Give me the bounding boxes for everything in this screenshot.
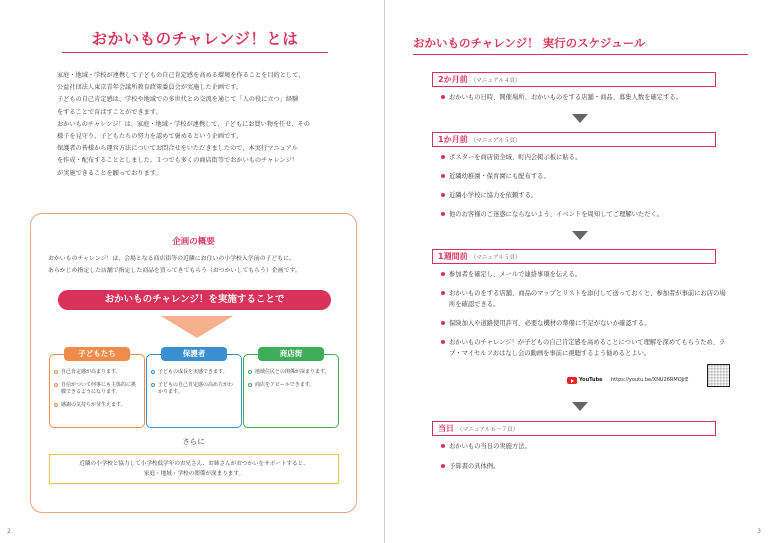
- list-item: 商店をアピールできます。: [248, 382, 334, 390]
- list-item: 他のお客様のご迷惑にならないよう、イベントを周知してご理解いただく。: [441, 209, 726, 220]
- bullet-icon: [441, 291, 445, 295]
- card-parents: [146, 349, 242, 428]
- list-item: 子どもの自己肯定感の高め方がわかります。: [151, 382, 237, 397]
- phase-1-week: 1週間前 （マニュアル５頁）: [432, 249, 716, 264]
- bottom-line: 家庭・地域・学校の関係が深まります。: [143, 470, 245, 477]
- list-item: ポスターを商店街全域、町内会掲示板に貼る。: [441, 152, 726, 163]
- intro-line: 家庭・地域・学校が連携して子どもの自己肯定感を高める環境を作ることを目的として、: [57, 72, 305, 79]
- bullet-icon: [441, 444, 445, 448]
- bullet-icon: [441, 464, 445, 468]
- card-shops: [243, 349, 339, 428]
- youtube-link[interactable]: https://youtu.be/XNU26RMOJrE: [611, 377, 689, 383]
- outline-text: [48, 253, 346, 277]
- bullet-icon: [151, 370, 155, 374]
- page-number: 2: [7, 528, 11, 535]
- list-item: おかいもの当日の実施方法。: [441, 441, 726, 452]
- list-item: 自己肯定感が高まります。: [54, 369, 140, 377]
- outline-title: 企画の概要: [172, 237, 215, 247]
- intro-text: [57, 70, 337, 180]
- outline-line: あらかじめ指定した店舗で指定した商品を買ってきてもらう（おつかいしてもらう）企画です。: [48, 268, 301, 274]
- intro-line: 子どもの自己肯定感は、学校や地域での多世代との交流を通じて「人の役に立つ」経験: [57, 96, 299, 104]
- bullet-icon: [54, 370, 58, 374]
- list-item: 自信がついて何事にも主体的に挑戦できるようになります。: [54, 382, 140, 397]
- card-kids: [49, 349, 145, 428]
- list-item: おかいものをする店舗、商品のマップとリストを添付して送っておくと、参加者が事前にお店の場所を確認できる。: [441, 288, 726, 310]
- list-item: 参加者を確定し、メールで連絡事項を伝える。: [441, 269, 726, 280]
- intro-line: 公益社団法人東京青年会議所教育政策委員会が実施した企画です。: [57, 84, 243, 92]
- left-page-title: おかいものチャレンジ！とは: [62, 27, 328, 53]
- phase-day-of: 当日 （マニュアル６〜７頁）: [432, 421, 716, 436]
- outline-box: [30, 213, 357, 513]
- bullet-icon: [441, 340, 445, 344]
- list-item: おかいものチャレンジ！が子どもの自己肯定感を高めることについて理解を深めてもらうため、ラブ・マイセルフおはなし会の動画を事前に視聴するよう勧めるとよい。: [441, 337, 726, 359]
- bottom-line: 近隣の小学校と協力して小学校低学年のお兄さん、お姉さんがおつかいをサポートすると、: [79, 461, 309, 467]
- list-item: おかいもの日時、開催場所、おかいものをする店舗・商品、募集人数を確定する。: [441, 92, 726, 103]
- right-page-title: おかいものチャレンジ！ 実行のスケジュール: [413, 35, 748, 55]
- outline-line: おかいものチャレンジ！は、会場となる商店街等の近隣にお住いの小学校入学前の子どもに、: [48, 256, 295, 262]
- bullet-icon: [441, 155, 445, 159]
- bullet-icon: [441, 321, 445, 325]
- bullet-icon: [248, 370, 252, 374]
- list-item: 予算書の具体例。: [441, 461, 726, 472]
- list-item: 保険加入や道路使用許可、必要な機材の準備に不足がないか確認する。: [441, 318, 726, 329]
- effect-banner: おかいものチャレンジ！を実施することで: [58, 290, 331, 310]
- bullet-icon: [441, 174, 445, 178]
- card-shops-head: 商店街: [258, 347, 324, 361]
- intro-line: おかいものチャレンジ！は、家庭・地域・学校が連携して、子どもにお買い物を任せ、その: [57, 120, 310, 128]
- intro-line: 保護者の皆様から運営方法についてお問合せをいただきましたので、本実行マニュアル: [57, 145, 298, 153]
- bullet-icon: [54, 383, 58, 387]
- intro-line: を作成・配布することとしました。１つでも多くの商店街等でおかいものチャレンジ！: [57, 157, 298, 165]
- youtube-label: YouTube: [579, 377, 603, 383]
- phase-1-month: 1か月前 （マニュアル５頁）: [432, 132, 716, 147]
- bullet-icon: [441, 95, 445, 99]
- card-kids-head: 子どもたち: [64, 347, 130, 361]
- bullet-icon: [248, 383, 252, 387]
- right-page: [384, 0, 768, 543]
- bullet-icon: [441, 272, 445, 276]
- down-arrow-icon: [161, 316, 233, 338]
- down-arrow-icon: [572, 231, 588, 240]
- card-parents-head: 保護者: [161, 347, 227, 361]
- bottom-note: [49, 454, 339, 484]
- bullet-icon: [441, 193, 445, 197]
- intro-line: 様子を見守り、子どもたちの努力を認めて褒めるという企画です。: [57, 133, 243, 141]
- list-item: 近隣小学校に協力を依頼する。: [441, 190, 726, 201]
- qr-code-icon: [707, 364, 730, 387]
- bullet-icon: [441, 212, 445, 216]
- list-item: 子どもの成長を実感できます。: [151, 369, 237, 377]
- furthermore-label: さらに: [182, 437, 205, 446]
- list-item: 地域住民との関係が深まります。: [248, 369, 334, 377]
- youtube-icon: [567, 377, 577, 384]
- down-arrow-icon: [572, 114, 588, 123]
- phase-2-months: 2か月前 （マニュアル４頁）: [432, 72, 716, 87]
- bullet-icon: [151, 383, 155, 387]
- bullet-icon: [54, 403, 58, 407]
- page-number: 3: [757, 528, 761, 535]
- intro-line: が実施できることを願っております。: [57, 169, 162, 177]
- intro-line: をすることで育ばすことができます。: [57, 108, 162, 116]
- down-arrow-icon: [572, 402, 588, 411]
- list-item: 近隣幼稚園・保育園にも配布する。: [441, 171, 726, 182]
- list-item: 感謝の気持ちが芽生えます。: [54, 402, 140, 410]
